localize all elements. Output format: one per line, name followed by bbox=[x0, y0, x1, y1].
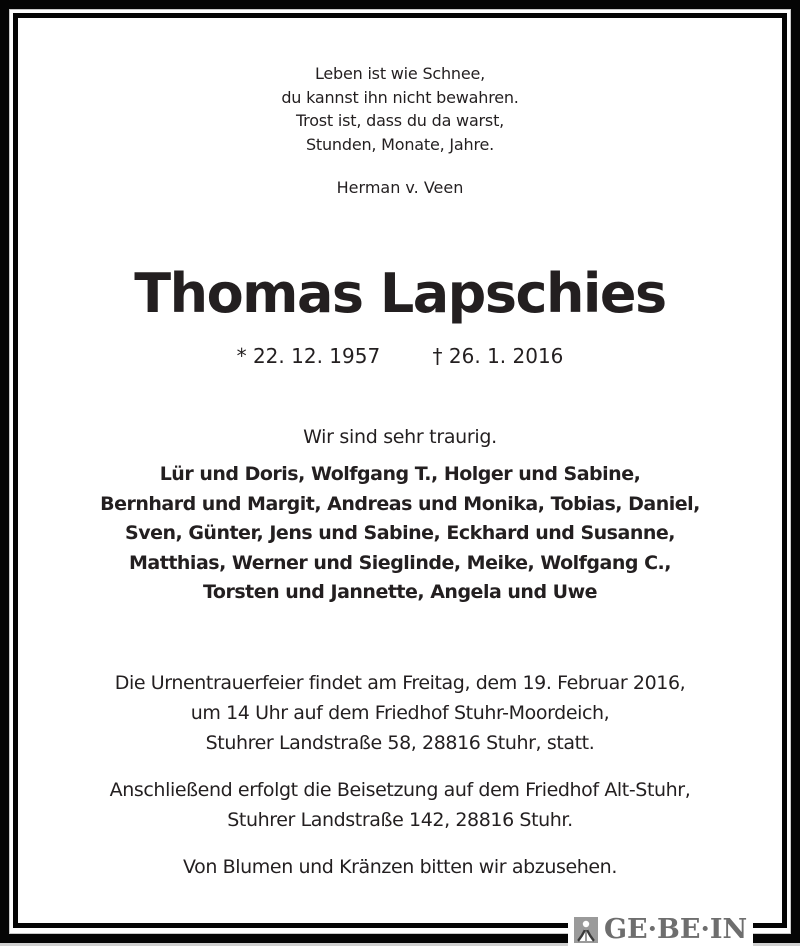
gebein-logo bbox=[568, 913, 753, 946]
family-line: Lür und Doris, Wolfgang T., Holger und Sabine, bbox=[159, 463, 641, 485]
poem-line: Trost ist, dass du da warst, bbox=[295, 111, 505, 130]
gebein-figure-icon bbox=[574, 917, 598, 943]
ceremony-line: um 14 Uhr auf dem Friedhof Stuhr-Moordeich, bbox=[190, 702, 610, 724]
family-line: Bernhard und Margit, Andreas und Monika, Tobias, Daniel, bbox=[100, 492, 700, 515]
ceremony-line: Stuhrer Landstraße 58, 28816 Stuhr, statt. bbox=[205, 732, 595, 754]
family-line: Sven, Günter, Jens und Sabine, Eckhard und Susanne, bbox=[125, 522, 675, 544]
death-date: † 26. 1. 2016 bbox=[432, 344, 564, 368]
family-line: Torsten und Jannette, Angela und Uwe bbox=[202, 581, 598, 603]
logo-text: GE·BE·IN bbox=[604, 913, 748, 945]
burial-line: Anschließend erfolgt die Beisetzung auf dem Friedhof Alt-Stuhr, bbox=[109, 779, 691, 801]
burial-line: Stuhrer Landstraße 142, 28816 Stuhr. bbox=[227, 809, 573, 831]
burial-details bbox=[18, 775, 782, 835]
deceased-name: Thomas Lapschies bbox=[134, 262, 666, 325]
poem-line: du kannst ihn nicht bewahren. bbox=[281, 87, 519, 107]
ceremony-details bbox=[18, 668, 782, 758]
ceremony-line: Die Urnentrauerfeier findet am Freitag, dem 19. Februar 2016, bbox=[114, 672, 686, 694]
family-line: Matthias, Werner und Sieglinde, Meike, Wolfgang C., bbox=[129, 551, 671, 574]
poem-author: Herman v. Veen bbox=[336, 178, 464, 197]
poem bbox=[18, 62, 782, 156]
life-dates bbox=[18, 344, 782, 368]
poem-line: Leben ist wie Schnee, bbox=[314, 64, 486, 83]
poem-line: Stunden, Monate, Jahre. bbox=[305, 134, 495, 154]
mourning-statement: Wir sind sehr traurig. bbox=[303, 426, 497, 448]
birth-date: * 22. 12. 1957 bbox=[236, 344, 381, 368]
flowers-note bbox=[18, 852, 782, 882]
flowers-line: Von Blumen und Kränzen bitten wir abzusehen. bbox=[183, 856, 617, 878]
family-list bbox=[18, 460, 782, 608]
